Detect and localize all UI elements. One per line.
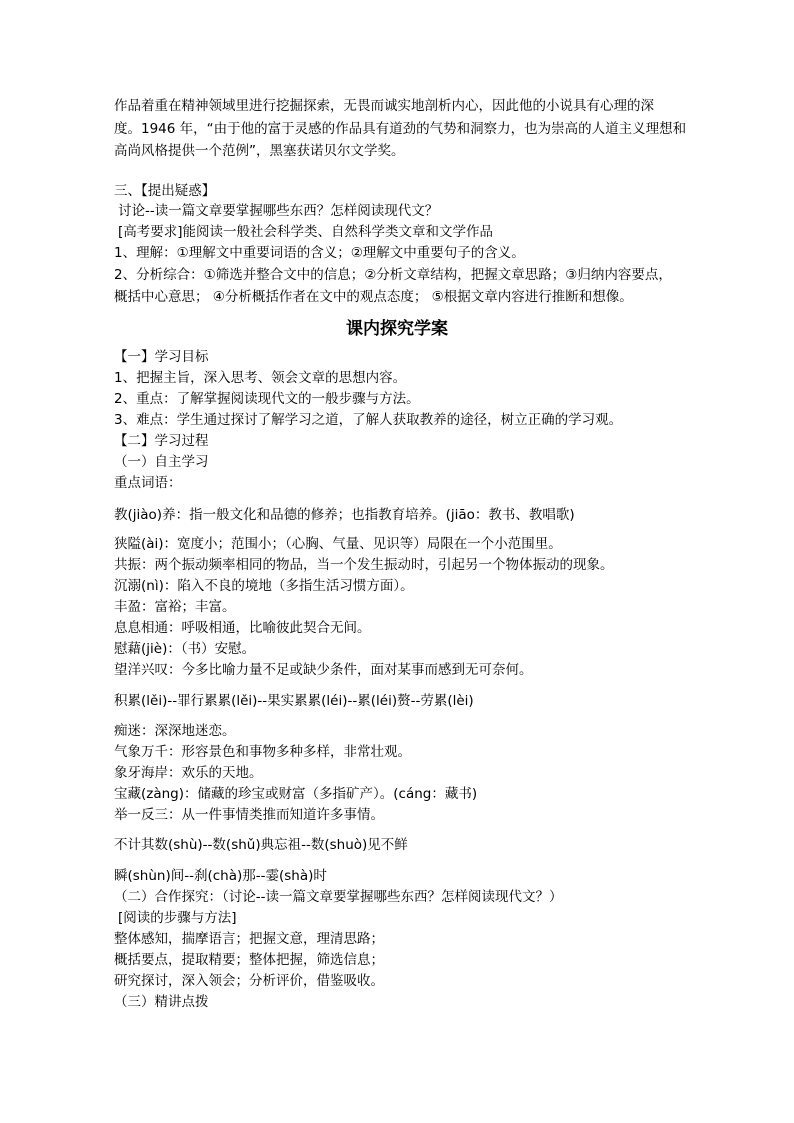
requirement-item-1: 1、理解：①理解文中重要词语的含义；②理解文中重要句子的含义。 [114, 245, 525, 261]
reading-step-2: 概括要点，提取精要；整体把握，筛选信息； [114, 952, 384, 968]
exam-requirement: [高考要求]能阅读一般社会科学类、自然科学类文章和文学作品 [118, 224, 494, 240]
vocab-entry-fengying: 丰盈：富裕；丰富。 [114, 599, 236, 615]
vocab-entry-gongzhen: 共振：两个振动频率相同的物品，当一个发生振动时，引起另一个物体振动的现象。 [114, 557, 614, 573]
vocab-entry-chimi: 痴迷：深深地迷恋。 [114, 723, 236, 739]
vocab-entry-jilei: 积累(lěi)--罪行累累(lěi)--果实累累(léi)--累(léi)赘--劳累(lèi) [114, 693, 474, 709]
vocab-entry-shun: 瞬(shùn)间--刹(chà)那--霎(shà)时 [114, 868, 327, 884]
document-title: 课内探究学案 [346, 319, 448, 339]
section-heading-doubts: 三、【提出疑惑】 [114, 183, 216, 199]
vocab-entry-shu: 不计其数(shù)--数(shǔ)典忘祖--数(shuò)见不鲜 [114, 837, 408, 853]
vocab-label: 重点词语： [114, 475, 182, 491]
reading-step-1: 整体感知，揣摩语言；把握文意，理清思路； [114, 931, 384, 947]
intro-line-1: 作品着重在精神领域里进行挖掘探索，无畏而诚实地剖析内心，因此他的小说具有心理的深 [114, 98, 654, 114]
discussion-question: 讨论--读一篇文章要掌握哪些东西？怎样阅读现代文？ [118, 203, 439, 219]
vocab-entry-xixi: 息息相通：呼吸相通，比喻彼此契合无间。 [114, 620, 371, 636]
vocab-entry-juyi: 举一反三：从一件事情类推而知道许多事情。 [114, 807, 384, 823]
vocab-entry-baozang: 宝藏(zàng)：储藏的珍宝或财富（多指矿产）。(cáng：藏书) [114, 786, 478, 802]
subheading-self-study: （一）自主学习 [114, 454, 209, 470]
goal-1: 1、把握主旨，深入思考、领会文章的思想内容。 [114, 370, 407, 386]
reading-steps-label: [阅读的步骤与方法] [118, 910, 237, 926]
subheading-cooperative: （二）合作探究：（讨论--读一篇文章要掌握哪些东西？怎样阅读现代文？） [114, 889, 563, 905]
intro-line-3: 高尚风格提供一个范例”，黑塞获诺贝尔文学奖。 [114, 143, 405, 159]
vocab-entry-jiaoyang: 教(jiào)养：指一般文化和品德的修养；也指教育培养。(jiāo：教书、教唱歌) [114, 507, 575, 523]
goal-3: 3、难点：学生通过探讨了解学习之道，了解人获取教养的途径，树立正确的学习观。 [114, 412, 623, 428]
vocab-entry-wangyang: 望洋兴叹：今多比喻力量不足或缺少条件，面对某事而感到无可奈何。 [114, 662, 533, 678]
requirement-item-2b: 概括中心意思； ④分析概括作者在文中的观点态度； ⑤根据文章内容进行推断和想像。 [114, 289, 633, 305]
part-heading-process: 【二】学习过程 [114, 433, 209, 449]
intro-line-2: 度。1946 年，“由于他的富于灵感的作品具有道劲的气势和洞察力，也为崇高的人道主义理想和 [114, 121, 687, 137]
vocab-entry-weiji: 慰藉(jiè)：（书）安慰。 [114, 641, 256, 657]
part-heading-goals: 【一】学习目标 [114, 349, 209, 365]
requirement-item-2a: 2、分析综合：①筛选并整合文中的信息；②分析文章结构，把握文章思路；③归纳内容要点， [114, 267, 672, 283]
reading-step-3: 研究探讨，深入领会；分析评价，借鉴吸收。 [114, 973, 384, 989]
goal-2: 2、重点：了解掌握阅读现代文的一般步骤与方法。 [114, 391, 420, 407]
vocab-entry-chenni: 沉溺(nì)：陷入不良的境地（多指生活习惯方面）。 [114, 578, 414, 594]
subheading-key-points: （三）精讲点拨 [114, 994, 209, 1010]
vocab-entry-xiaai: 狭隘(ài)：宽度小；范围小；（心胸、气量、见识等）局限在一个小范围里。 [114, 536, 562, 552]
vocab-entry-xiangya: 象牙海岸：欢乐的天地。 [114, 765, 263, 781]
vocab-entry-qixiang: 气象万千：形容景色和事物多种多样，非常壮观。 [114, 744, 411, 760]
